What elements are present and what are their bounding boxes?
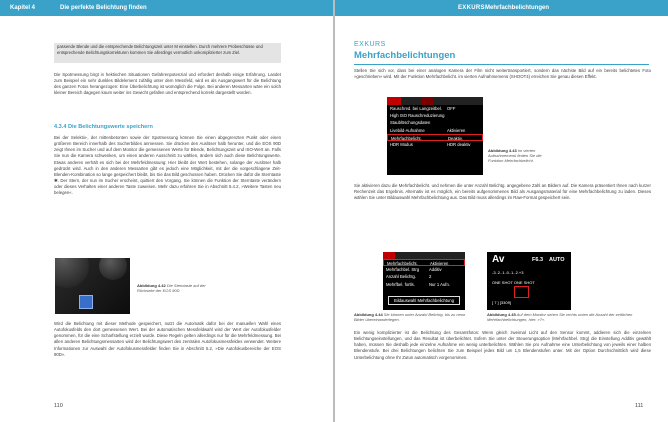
figure-caption-3 bbox=[487, 312, 637, 322]
left-page bbox=[0, 0, 333, 422]
shooting-menu-screen bbox=[387, 97, 483, 175]
header-title: Mehrfachbelichtungen bbox=[485, 5, 550, 11]
figure-caption bbox=[137, 283, 212, 293]
menu-row: Anzahl Belichtg. 2 bbox=[386, 274, 432, 280]
menu-row: Livebild-Aufnahme Aktivieren bbox=[390, 127, 466, 133]
exkurs-paragraph-3: Ein wenig komplizierter ist die Belichtung des Gesamtfotos: Wenn gleich zweimal Licht auf den Sensor kommt, addieren sich die einzelnen Belichtungseinstellungen, und das Resultat ist überbelichtet. Sofern Sie unter der Steuerungsoption (Mehrfachbel. Strg) die Einstellung Additiv gewählt haben, müssen Sie deshalb jede einzelne Aufnahme ein wenig unterbelichten. Wählen Sie pro Aufnahme eine Unterbelichtung von jeweils einer halben Blendenstufe. Bei drei Belichtungen belichten Sie zum Beispiel jedes Bild um 1,5 Blendenstufen unter. Mit der Option Durchschnittlich wird diese Unterbelichtung ohne Ihr Zutun automatisch vorgenommen. bbox=[354, 330, 651, 360]
figure-number: Abbildung 4.42 bbox=[137, 283, 166, 288]
camera-back-photo bbox=[55, 258, 130, 314]
body-paragraph-2: Bei der Selektiv-, der mittenbetonten sowie der Spotmessung können Sie einen abgegrenzten Punkt oder einen größeren Bereich innerhalb des Sucherbildes anmessen. Sie drücken den Auslöser halb herunter, und die EOS 90D zeigt Ihnen im Sucher und auf dem Monitor die gemessenen Werte für Blende, Belichtungszeit und ISO-Wert an. Falls Sie nun die Kamera schwenken, um einen anderen Ausschnitt zu wählen, ändern sich auch diese Belichtungswerte. Etwas anderes verhält es sich bei der Mehrfeldmessung: Hier bleibt der Wert bestehen, solange der Auslöser halb gedrückt wird. Auch in den anderen Messarten gibt es jedoch eine Möglichkeit, mit der die vorgeschlagene Zeit-Blenden-Kombination so lange gespeichert bleibt, bis Sie das Bild geschossen haben. Drücken Sie dafür die Sterntaste ✱. Der Stern, der nun im Sucher erscheint, quittiert den Vorgang. Sie können die Funktion der Sterntaste verändern oder dieses Verhalten einer anderen Taste zuweisen. Mehr dazu erfahren Sie in Abschnitt 5.4.2, »Weitere Tasten neu belegen«. bbox=[54, 135, 281, 196]
figure-caption-2 bbox=[354, 312, 474, 322]
multi-exposure-menu-screen bbox=[383, 252, 465, 310]
image-select-button: Bildauswahl Mehrfachbelichtung bbox=[388, 296, 460, 305]
menu-row: HDR Modus HDR deaktiv bbox=[390, 141, 471, 147]
exposure-scale: -3..2..1..0..1..2.+3 bbox=[492, 270, 524, 275]
menu-row: Staublöschungsdaten bbox=[390, 120, 431, 126]
mode-readout: Av bbox=[492, 254, 505, 265]
exkurs-paragraph-1: Stellen Sie sich vor, dass bei einer analogen Kamera der Film nicht weitertransportiert, sondern das nächste Bild auf ein bereits belichtetes Foto »geschrieben« wird. Mit der Funktion Mehrfachbelicht. im vierten Aufnahmemenü (SHOOT4) erreichen Sie genau diesen Effekt. bbox=[354, 68, 651, 80]
figure-caption-1 bbox=[488, 148, 558, 164]
menu-row-selected: Mehrfachbelicht. Aktivieren bbox=[383, 259, 465, 266]
left-running-header bbox=[0, 0, 333, 16]
figure-caption-text: Die Sterntaste auf der Rückseite der EOS 90D bbox=[137, 283, 206, 294]
body-paragraph-3: Wird die Belichtung mit dieser Methode gespeichert, nutzt die Automatik dafür bei der manuellen Wahl eines Autofokusfelds den dort gemessenen Wert. Bei der automatischen Messfeldwahl wird der Wert der Autofokusfelder genommen, für die eine Scharfstellung erzielt wurde. Diese Regeln gelten allerdings nur für die Mehrfeldmessung. Bei allen anderen Belichtungsmessarten wird der Belichtungswert des zentralen Autofokusmessfeldes verwendet. Weitere Informationen zur Auswahl der Autofokusmessfelder finden Sie in Abschnitt 5.2, »Die Autofokusbereiche der EOS 90D«. bbox=[54, 321, 281, 357]
exkurs-title: Mehrfachbelichtungen bbox=[354, 50, 456, 61]
menu-row: Mehrfbel. fortls. Nur 1 Aufn. bbox=[386, 281, 450, 287]
menu-row-selected: Mehrfachbelicht. Deaktiv. bbox=[387, 134, 483, 141]
shot-count-readout: [ 7 ] [3309] bbox=[492, 300, 511, 305]
chapter-title: Die perfekte Belichtung finden bbox=[60, 5, 147, 11]
menu-row: High ISO Rauschreduzierung bbox=[390, 113, 445, 119]
body-paragraph-1: Die Spotmessung birgt in hektischen Situationen Gefahrenpotenzial und erfordert deshalb einige Erfahrung. Landet zum Beispiel ein sehr dunkles Bildelement zufällig unter dem Messfeld, wird es als Ausgangswert für die Belichtung des ganzen Fotos herangezogen: Eine Überbelichtung ist womöglich die Folge. Bei anderen Messarten wäre ein solch kleiner Bereich dagegen kaum weiter ins Gewicht gefallen und entsprechend korrekt dargestellt worden. bbox=[54, 72, 281, 96]
menu-tabs bbox=[387, 97, 483, 105]
af-mode-readout: ONE SHOT ONE SHOT bbox=[492, 280, 535, 285]
right-running-header bbox=[335, 0, 668, 16]
menu-row: Rauschred. bei Langzeitbel. OFF bbox=[390, 106, 456, 111]
figure-caption-text: Sie können unter Anzahl Belichtg. bis zu neun Bilder übereinanderlegen. bbox=[354, 312, 466, 323]
note-box: passende Blende und die entsprechende Belichtungszeit unter M einstellen. Durch mehrere Probeschüsse und entsprechende Belichtungskorrekturen kommen Sie allerdings vermutlich unkomplizierter zum Ziel. bbox=[54, 43, 281, 63]
figure-number: Abbildung 4.43 bbox=[488, 148, 517, 153]
menu-row: Mehrfachbel. Strg Additiv bbox=[386, 267, 442, 273]
page-number-left: 110 bbox=[54, 403, 63, 409]
highlight-box bbox=[514, 286, 529, 298]
figure-caption-text: Im vierten Aufnahmemenü finden Sie die Funktion Mehrfachbelicht. bbox=[488, 148, 542, 164]
title-rule bbox=[354, 64, 649, 65]
figure-number: Abbildung 4.45 bbox=[487, 312, 516, 317]
iso-readout: AUTO bbox=[549, 257, 565, 263]
camera-lcd-screen bbox=[487, 252, 571, 310]
star-button-icon bbox=[79, 295, 93, 309]
figure-number: Abbildung 4.44 bbox=[354, 312, 383, 317]
exkurs-paragraph-2: Sie aktivieren dazu die Mehrfachbelicht. und nehmen die unter Anzahl Belichtg. angegebene Zahl an Bildern auf. Die Kamera präsentiert Ihnen nach kurzer Rechenzeit das Ergebnis. Alternativ ist es möglich, ein bereits aufgenommenes Bild als Ausgangsmaterial für eine Mehrfachbelichtung zu laden. Dieses wählen Sie unter Bildauswahl Mehrfachbelichtung aus. Das Bild muss allerdings im Raw-Format gespeichert sein. bbox=[354, 183, 651, 201]
figure-caption-text: Auf dem Monitor sehen Sie rechts unten die Anzahl der zeitlichen Mehrfachbelichtungen, hier: »7«. bbox=[487, 312, 633, 323]
right-page bbox=[335, 0, 668, 422]
menu-tabs bbox=[383, 252, 465, 259]
section-heading: 4.3.4 Die Belichtungswerte speichern bbox=[54, 124, 153, 130]
camera-dial-2 bbox=[99, 258, 127, 280]
page-number-right: 111 bbox=[635, 403, 644, 409]
exkurs-label: EXKURS bbox=[458, 5, 485, 11]
aperture-readout: F6.3 bbox=[532, 257, 544, 263]
chapter-label: Kapitel 4 bbox=[10, 5, 36, 11]
camera-dial bbox=[55, 258, 89, 288]
exkurs-kicker: EXKURS bbox=[354, 41, 386, 48]
